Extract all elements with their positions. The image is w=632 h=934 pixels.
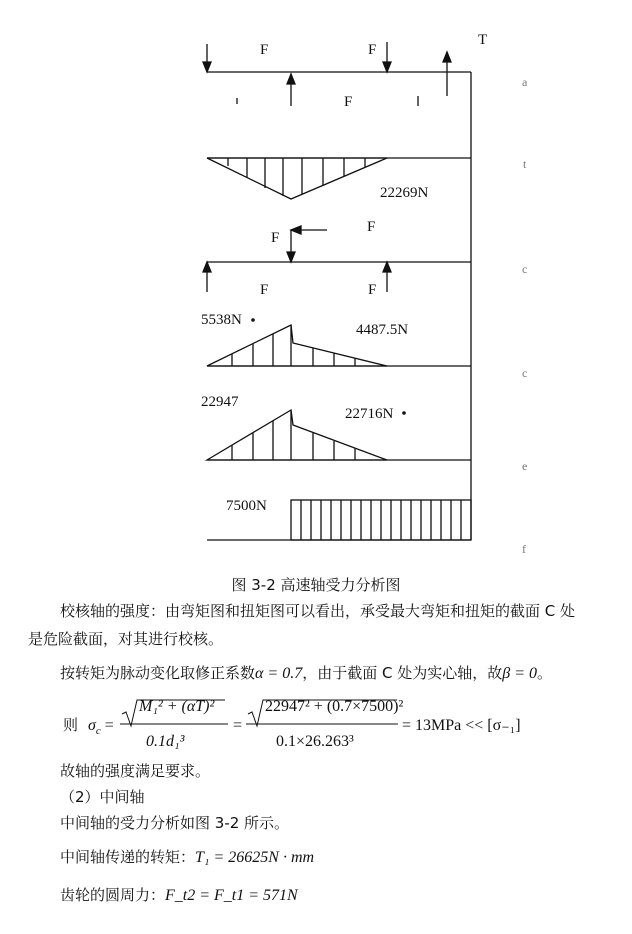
para-7 [60,884,298,907]
label-left-m: 22947 [201,394,239,410]
eq-den-2: 0.1×26.263³ [276,733,354,750]
para-5: 中间轴的受力分析如图 3-2 所示。 [60,814,290,832]
eq-result: = 13MPa << [σ₋₁] [402,717,521,734]
side-letter-c2: c [522,366,528,380]
para-6-pre: 中间轴传递的转矩： [60,848,196,866]
label-right-m: 22716N [345,406,394,422]
label-f7: F [368,282,377,298]
label-left-v: 5538N [201,312,242,328]
torque-formula: T₁ = 26625N · mm [195,849,315,866]
moment-hatch-combined [232,410,355,460]
label-f2: F [368,42,377,58]
label-f1: F [260,42,269,58]
moment-hatch-h [228,158,365,196]
side-letter-e: e [522,459,528,473]
label-f4: F [271,230,280,246]
para-2-mid: ，由于截面 C 处为实心轴，故 [302,664,503,682]
side-letter-a: a [522,75,528,89]
label-right-v: 4487.5N [356,322,409,338]
sigma-c: $\sigma_c$ = [88,717,114,737]
label-moment-h: 22269N [380,185,429,201]
para-3: 故轴的强度满足要求。 [60,762,211,780]
side-letter-c1: c [522,262,528,276]
torque-hatch [301,500,461,540]
eq-prefix: 则 [63,716,79,734]
label-t: T [478,32,488,48]
alpha-value: α = 0.7 [255,665,303,682]
section-heading: （2）中间轴 [60,788,145,806]
eq-num-2: 22947² + (0.7×7500)² [265,698,404,715]
strength-equation [0,694,632,754]
force-formula: F_t2 = F_t1 = 571N [165,887,298,904]
para-2-end: 。 [537,664,553,682]
para-1-line-2: 是危险截面，对其进行校核。 [28,630,224,648]
beta-value: β = 0 [502,665,537,682]
eq-den-1: 0.1d₁³ [146,733,185,750]
moment-triangle-h [207,158,387,199]
side-letter-t: t [523,157,527,171]
para-6 [60,846,314,869]
para-2-pre: 按转矩为脉动变化取修正系数 [60,664,256,682]
label-f5: F [367,219,376,235]
para-1-line-1: 校核轴的强度：由弯矩图和扭矩图可以看出，承受最大弯矩和扭矩的截面 C 处 [60,602,576,620]
side-letter-f: f [522,542,526,556]
svg-text:=: = [233,717,243,734]
figure-caption: 图 3-2 高速轴受力分析图 [231,576,401,594]
para-2 [60,662,552,685]
label-f3: F [344,94,353,110]
label-torque: 7500N [226,498,267,514]
para-7-pre: 齿轮的圆周力： [60,886,166,904]
label-f6: F [260,282,269,298]
eq-num-1: M₁² + (αT)² [139,698,215,715]
